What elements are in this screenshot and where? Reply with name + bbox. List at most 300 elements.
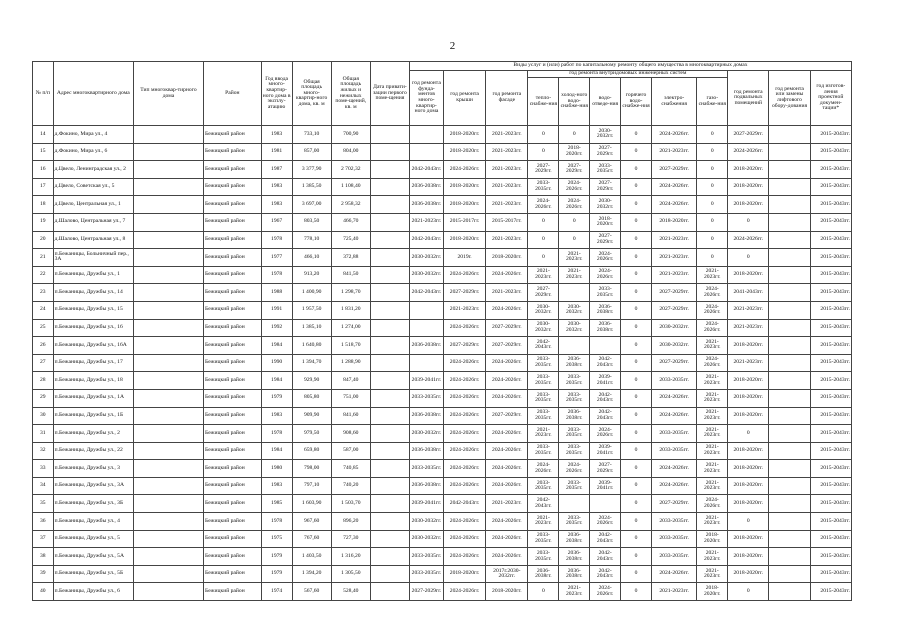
row-area-total: 1 385,50 bbox=[292, 178, 331, 196]
table-row bbox=[33, 126, 852, 144]
row-basement: 2018-2020гг. bbox=[728, 565, 769, 583]
row-year: 1979 bbox=[261, 565, 292, 583]
row-area-living: 372,88 bbox=[331, 249, 370, 267]
row-gas: 2018-2020гг. bbox=[697, 583, 728, 601]
row-area-living: 1 518,70 bbox=[331, 337, 370, 355]
row-year: 1981 bbox=[261, 143, 292, 161]
row-cold-water: 0 bbox=[559, 126, 590, 144]
row-hot-water: 0 bbox=[621, 249, 652, 267]
row-lift bbox=[769, 495, 810, 513]
row-area-living: 841,60 bbox=[331, 407, 370, 425]
row-roof: 2018-2020гг. bbox=[443, 565, 485, 583]
row-lift bbox=[769, 284, 810, 302]
row-privatization bbox=[370, 301, 409, 319]
row-area-living: 1 298,70 bbox=[331, 284, 370, 302]
row-heat: 0 bbox=[528, 231, 559, 249]
row-project: 2015-2043гг. bbox=[810, 565, 851, 583]
row-privatization bbox=[370, 565, 409, 583]
row-sewer bbox=[590, 337, 621, 355]
row-type bbox=[133, 126, 203, 144]
row-district: Бежицкий район bbox=[203, 513, 261, 531]
table-row bbox=[33, 425, 852, 443]
row-electricity: 2033-2035гг. bbox=[652, 442, 697, 460]
row-sewer: 2042-2043гг. bbox=[590, 565, 621, 583]
row-area-total: 967,60 bbox=[292, 513, 331, 531]
row-number: 33 bbox=[33, 460, 54, 478]
row-district: Бежицкий район bbox=[203, 548, 261, 566]
row-district: Бежицкий район bbox=[203, 319, 261, 337]
row-year: 1979 bbox=[261, 389, 292, 407]
row-year: 1988 bbox=[261, 284, 292, 302]
row-lift bbox=[769, 196, 810, 214]
row-hot-water: 0 bbox=[621, 565, 652, 583]
row-project: 2015-2043гг. bbox=[810, 442, 851, 460]
row-cold-water: 2036-2038гг. bbox=[559, 548, 590, 566]
row-address: п.Бежаницы, Дружбы ул., 2 bbox=[53, 425, 133, 443]
row-type bbox=[133, 284, 203, 302]
row-foundation: 2039-2041гг. bbox=[409, 372, 443, 390]
row-district: Бежицкий район bbox=[203, 231, 261, 249]
row-area-living: 1 274,00 bbox=[331, 319, 370, 337]
table-row bbox=[33, 372, 852, 390]
row-district: Бежицкий район bbox=[203, 460, 261, 478]
row-hot-water: 0 bbox=[621, 178, 652, 196]
row-hot-water: 0 bbox=[621, 266, 652, 284]
row-year: 1984 bbox=[261, 337, 292, 355]
row-sewer: 2027-2029гг. bbox=[590, 460, 621, 478]
row-address: п.Бежаницы, Дружбы ул., 1 bbox=[53, 266, 133, 284]
row-facade: 2024-2026гг. bbox=[486, 442, 528, 460]
row-district: Бежицкий район bbox=[203, 337, 261, 355]
row-roof: 2024-2026гг. bbox=[443, 266, 485, 284]
row-address: д.Цвело, Ленинградская ул., 2 bbox=[53, 161, 133, 179]
row-area-total: 1 400,90 bbox=[292, 284, 331, 302]
row-gas: 2021-2023гг. bbox=[697, 565, 728, 583]
row-area-living: 725,40 bbox=[331, 231, 370, 249]
row-type bbox=[133, 301, 203, 319]
row-roof: 2019г. bbox=[443, 249, 485, 267]
row-area-living: 700,90 bbox=[331, 126, 370, 144]
row-area-total: 3 697,00 bbox=[292, 196, 331, 214]
row-cold-water: 2036-2038гг. bbox=[559, 354, 590, 372]
row-address: п.Бежаницы, Дружбы ул., 4 bbox=[53, 513, 133, 531]
row-district: Бежицкий район bbox=[203, 143, 261, 161]
row-year: 1983 bbox=[261, 196, 292, 214]
row-basement: 2021-2023гг. bbox=[728, 301, 769, 319]
row-gas: 0 bbox=[697, 126, 728, 144]
row-project: 2015-2043гг. bbox=[810, 231, 851, 249]
row-type bbox=[133, 513, 203, 531]
row-heat: 2036-2038гг. bbox=[528, 565, 559, 583]
row-roof: 2024-2026гг. bbox=[443, 583, 485, 601]
row-address: п.Бежаницы, Дружбы ул., 16А bbox=[53, 337, 133, 355]
row-lift bbox=[769, 407, 810, 425]
row-type bbox=[133, 266, 203, 284]
table-row bbox=[33, 530, 852, 548]
row-roof: 2024-2026гг. bbox=[443, 530, 485, 548]
row-type bbox=[133, 495, 203, 513]
row-foundation: 2021-2023гг. bbox=[409, 213, 443, 231]
row-project: 2015-2043гг. bbox=[810, 407, 851, 425]
row-privatization bbox=[370, 583, 409, 601]
row-project: 2015-2043гг. bbox=[810, 425, 851, 443]
capital-repair-table bbox=[32, 61, 852, 601]
row-privatization bbox=[370, 178, 409, 196]
row-lift bbox=[769, 425, 810, 443]
row-gas: 2021-2023гг. bbox=[697, 442, 728, 460]
row-type bbox=[133, 178, 203, 196]
row-area-living: 528,40 bbox=[331, 583, 370, 601]
row-sewer: 2042-2043гг. bbox=[590, 548, 621, 566]
row-gas: 2021-2023гг. bbox=[697, 407, 728, 425]
row-sewer: 2042-2043гг. bbox=[590, 354, 621, 372]
row-basement: 2018-2020гг. bbox=[728, 372, 769, 390]
row-facade: 2021-2023гг. bbox=[486, 178, 528, 196]
row-project: 2015-2043гг. bbox=[810, 319, 851, 337]
row-type bbox=[133, 319, 203, 337]
row-lift bbox=[769, 530, 810, 548]
row-lift bbox=[769, 565, 810, 583]
row-project: 2015-2043гг. bbox=[810, 301, 851, 319]
row-district: Бежицкий район bbox=[203, 161, 261, 179]
row-electricity: 2021-2023гг. bbox=[652, 143, 697, 161]
row-cold-water: 2036-2038гг. bbox=[559, 565, 590, 583]
table-row bbox=[33, 213, 852, 231]
row-address: п.Бежаницы, Дружбы ул., 1Б bbox=[53, 407, 133, 425]
row-area-total: 3 377,90 bbox=[292, 161, 331, 179]
row-area-living: 1 831,20 bbox=[331, 301, 370, 319]
row-gas: 0 bbox=[697, 161, 728, 179]
row-foundation bbox=[409, 143, 443, 161]
table-row bbox=[33, 495, 852, 513]
row-type bbox=[133, 143, 203, 161]
row-year: 1978 bbox=[261, 425, 292, 443]
row-number: 26 bbox=[33, 337, 54, 355]
row-gas: 2021-2023гг. bbox=[697, 477, 728, 495]
row-cold-water: 2036-2038гг. bbox=[559, 407, 590, 425]
row-sewer: 2024-2026гг. bbox=[590, 425, 621, 443]
row-heat: 2033-2035гг. bbox=[528, 389, 559, 407]
row-area-total: 857,00 bbox=[292, 143, 331, 161]
row-foundation bbox=[409, 126, 443, 144]
row-number: 22 bbox=[33, 266, 54, 284]
row-lift bbox=[769, 249, 810, 267]
row-sewer: 2024-2026гг. bbox=[590, 513, 621, 531]
row-cold-water: 2033-2035гг. bbox=[559, 513, 590, 531]
row-district: Бежицкий район bbox=[203, 284, 261, 302]
header-project: год изготов-ления проектной докумен-тации* bbox=[810, 71, 851, 126]
row-lift bbox=[769, 442, 810, 460]
row-electricity: 2027-2029гг. bbox=[652, 301, 697, 319]
row-privatization bbox=[370, 337, 409, 355]
row-sewer: 2039-2041гг. bbox=[590, 477, 621, 495]
row-hot-water: 0 bbox=[621, 372, 652, 390]
row-type bbox=[133, 249, 203, 267]
row-basement: 0 bbox=[728, 249, 769, 267]
row-address: п.Бежаницы, Дружбы ул., 5Б bbox=[53, 565, 133, 583]
table-row bbox=[33, 477, 852, 495]
row-lift bbox=[769, 354, 810, 372]
row-facade: 2024-2026гг. bbox=[486, 460, 528, 478]
row-gas: 2021-2023гг. bbox=[697, 389, 728, 407]
row-cold-water bbox=[559, 495, 590, 513]
row-heat: 2030-2032гг. bbox=[528, 319, 559, 337]
header-area-living: Общая площадь жилых и нежилых поме-щений, кв. м bbox=[331, 62, 370, 126]
row-project: 2015-2043гг. bbox=[810, 530, 851, 548]
row-roof: 2024-2026гг. bbox=[443, 460, 485, 478]
table-row bbox=[33, 337, 852, 355]
row-area-living: 2 702,32 bbox=[331, 161, 370, 179]
row-cold-water: 2030-2032гг. bbox=[559, 301, 590, 319]
row-area-living: 841,50 bbox=[331, 266, 370, 284]
row-heat: 0 bbox=[528, 143, 559, 161]
row-type bbox=[133, 425, 203, 443]
row-privatization bbox=[370, 425, 409, 443]
row-address: п.Бежаницы, Дружбы ул., 3Б bbox=[53, 495, 133, 513]
row-cold-water: 2021-2023гг. bbox=[559, 583, 590, 601]
table-header bbox=[33, 62, 852, 126]
row-lift bbox=[769, 161, 810, 179]
row-cold-water: 2021-2023гг. bbox=[559, 266, 590, 284]
row-district: Бежицкий район bbox=[203, 354, 261, 372]
row-cold-water: 2033-2035гг. bbox=[559, 389, 590, 407]
row-area-total: 1 394,20 bbox=[292, 565, 331, 583]
row-area-living: 740,20 bbox=[331, 477, 370, 495]
row-electricity: 2027-2029гг. bbox=[652, 354, 697, 372]
row-number: 38 bbox=[33, 548, 54, 566]
row-heat: 2024-2026гг. bbox=[528, 196, 559, 214]
row-area-total: 979,50 bbox=[292, 425, 331, 443]
row-facade: 2024-2026гг. bbox=[486, 301, 528, 319]
row-facade: 2024-2026гг. bbox=[486, 372, 528, 390]
row-number: 30 bbox=[33, 407, 54, 425]
table-row bbox=[33, 284, 852, 302]
row-foundation: 2036-2038гг. bbox=[409, 178, 443, 196]
row-privatization bbox=[370, 126, 409, 144]
row-number: 20 bbox=[33, 231, 54, 249]
header-district: Район bbox=[203, 62, 261, 126]
row-area-living: 740,85 bbox=[331, 460, 370, 478]
row-area-living: 847,40 bbox=[331, 372, 370, 390]
row-privatization bbox=[370, 477, 409, 495]
row-sewer: 2039-2041гг. bbox=[590, 372, 621, 390]
row-lift bbox=[769, 548, 810, 566]
row-lift bbox=[769, 178, 810, 196]
row-roof: 2027-2029гг. bbox=[443, 284, 485, 302]
row-electricity: 2024-2026гг. bbox=[652, 477, 697, 495]
row-gas: 0 bbox=[697, 249, 728, 267]
row-district: Бежицкий район bbox=[203, 126, 261, 144]
row-basement: 2024-2026гг. bbox=[728, 143, 769, 161]
row-roof: 2021-2023гг. bbox=[443, 301, 485, 319]
row-facade: 2024-2026гг. bbox=[486, 477, 528, 495]
header-foundation: год ремонта фунда-ментов много-квартир-ного дома bbox=[409, 71, 443, 126]
row-basement: 2018-2020гг. bbox=[728, 337, 769, 355]
row-facade: 2015-2017гг. bbox=[486, 213, 528, 231]
row-number: 27 bbox=[33, 354, 54, 372]
row-hot-water: 0 bbox=[621, 143, 652, 161]
row-heat: 2021-2023гг. bbox=[528, 425, 559, 443]
row-privatization bbox=[370, 513, 409, 531]
row-area-total: 798,00 bbox=[292, 460, 331, 478]
row-sewer: 2042-2043гг. bbox=[590, 530, 621, 548]
row-address: п.Бежаницы, Дружбы ул., 22 bbox=[53, 442, 133, 460]
row-address: д.Фокино, Мира ул., 4 bbox=[53, 126, 133, 144]
row-hot-water: 0 bbox=[621, 407, 652, 425]
row-area-total: 909,90 bbox=[292, 407, 331, 425]
row-district: Бежицкий район bbox=[203, 407, 261, 425]
row-area-living: 727,30 bbox=[331, 530, 370, 548]
row-number: 16 bbox=[33, 161, 54, 179]
row-type bbox=[133, 565, 203, 583]
row-address: д.Фокино, Мира ул., 6 bbox=[53, 143, 133, 161]
row-address: п.Бежаницы, Дружбы ул., 3 bbox=[53, 460, 133, 478]
row-area-total: 929,90 bbox=[292, 372, 331, 390]
row-address: п.Бежаницы, Дружбы ул., 5 bbox=[53, 530, 133, 548]
row-address: п.Бежаницы, Дружбы ул., 15 bbox=[53, 301, 133, 319]
row-cold-water: 2030-2032гг. bbox=[559, 319, 590, 337]
row-sewer: 2030-2032гг. bbox=[590, 126, 621, 144]
row-foundation: 2030-2032гг. bbox=[409, 266, 443, 284]
row-heat: 2033-2035гг. bbox=[528, 548, 559, 566]
row-foundation: 2042-2043гг. bbox=[409, 161, 443, 179]
row-address: д.Цвело, Центральная ул., 1 bbox=[53, 196, 133, 214]
row-lift bbox=[769, 477, 810, 495]
row-heat: 2021-2023гг. bbox=[528, 266, 559, 284]
row-hot-water: 0 bbox=[621, 354, 652, 372]
row-cold-water bbox=[559, 337, 590, 355]
row-privatization bbox=[370, 548, 409, 566]
row-address: п.Бежаницы, Дружбы ул., 6 bbox=[53, 583, 133, 601]
row-roof: 2027-2029гг. bbox=[443, 337, 485, 355]
row-gas: 2021-2023гг. bbox=[697, 548, 728, 566]
row-facade: 2024-2026гг. bbox=[486, 548, 528, 566]
row-roof: 2024-2026гг. bbox=[443, 372, 485, 390]
row-foundation: 2042-2043гг. bbox=[409, 284, 443, 302]
row-gas: 2024-2026гг. bbox=[697, 354, 728, 372]
row-area-living: 804,00 bbox=[331, 143, 370, 161]
row-number: 14 bbox=[33, 126, 54, 144]
row-electricity: 2024-2026гг. bbox=[652, 407, 697, 425]
table-row bbox=[33, 196, 852, 214]
row-foundation: 2042-2043гг. bbox=[409, 231, 443, 249]
header-address: Адрес многоквартирного дома bbox=[53, 62, 133, 126]
row-electricity: 2021-2023гг. bbox=[652, 249, 697, 267]
row-gas: 0 bbox=[697, 143, 728, 161]
row-address: п.Бежаницы, Дружбы ул., 17 bbox=[53, 354, 133, 372]
row-area-total: 778,10 bbox=[292, 231, 331, 249]
row-sewer: 2024-2026гг. bbox=[590, 266, 621, 284]
row-year: 1980 bbox=[261, 460, 292, 478]
row-type bbox=[133, 530, 203, 548]
row-area-total: 805,80 bbox=[292, 389, 331, 407]
row-gas: 2021-2023гг. bbox=[697, 372, 728, 390]
row-roof: 2024-2026гг. bbox=[443, 354, 485, 372]
row-year: 1978 bbox=[261, 231, 292, 249]
row-roof: 2024-2026гг. bbox=[443, 513, 485, 531]
row-roof: 2024-2026гг. bbox=[443, 477, 485, 495]
row-project: 2015-2043гг. bbox=[810, 196, 851, 214]
row-basement: 0 bbox=[728, 583, 769, 601]
row-lift bbox=[769, 266, 810, 284]
row-facade: 2027-2029гг. bbox=[486, 407, 528, 425]
table-row bbox=[33, 178, 852, 196]
row-address: п.Бежаницы, Дружбы ул., 5А bbox=[53, 548, 133, 566]
row-project: 2015-2043гг. bbox=[810, 477, 851, 495]
header-group-title: Виды услуг и (или) работ по капитальному ремонту общего имущества в многоквартирных домах bbox=[409, 62, 851, 71]
row-project: 2015-2043гг. bbox=[810, 389, 851, 407]
row-gas: 2021-2023гг. bbox=[697, 337, 728, 355]
row-district: Бежицкий район bbox=[203, 442, 261, 460]
row-area-total: 1 957,50 bbox=[292, 301, 331, 319]
row-area-living: 1 288,90 bbox=[331, 354, 370, 372]
row-hot-water: 0 bbox=[621, 442, 652, 460]
row-facade: 2018-2020гг. bbox=[486, 583, 528, 601]
row-heat: 2033-2035гг. bbox=[528, 372, 559, 390]
row-sewer: 2033-2035гг. bbox=[590, 284, 621, 302]
row-area-total: 567,60 bbox=[292, 583, 331, 601]
row-basement: 0 bbox=[728, 425, 769, 443]
row-project: 2015-2043гг. bbox=[810, 213, 851, 231]
row-basement: 2027-2029гг. bbox=[728, 126, 769, 144]
row-cold-water: 0 bbox=[559, 213, 590, 231]
row-heat: 2027-2029гг. bbox=[528, 284, 559, 302]
row-hot-water: 0 bbox=[621, 213, 652, 231]
row-basement: 2018-2020гг. bbox=[728, 178, 769, 196]
row-privatization bbox=[370, 231, 409, 249]
row-lift bbox=[769, 513, 810, 531]
row-electricity: 2033-2035гг. bbox=[652, 530, 697, 548]
row-number: 25 bbox=[33, 319, 54, 337]
row-electricity: 2033-2035гг. bbox=[652, 372, 697, 390]
row-privatization bbox=[370, 372, 409, 390]
row-hot-water: 0 bbox=[621, 126, 652, 144]
row-facade: 2021-2023гг. bbox=[486, 231, 528, 249]
row-address: п.Бежаницы, Дружбы ул., 18 bbox=[53, 372, 133, 390]
row-privatization bbox=[370, 495, 409, 513]
row-lift bbox=[769, 372, 810, 390]
row-year: 1990 bbox=[261, 354, 292, 372]
row-area-total: 803,50 bbox=[292, 213, 331, 231]
row-project: 2015-2043гг. bbox=[810, 337, 851, 355]
row-year: 1967 bbox=[261, 213, 292, 231]
row-heat: 2033-2035гг. bbox=[528, 178, 559, 196]
row-gas: 0 bbox=[697, 178, 728, 196]
row-year: 1987 bbox=[261, 161, 292, 179]
header-systems: год ремонта внутридомовых инженерных систем bbox=[528, 71, 728, 78]
row-lift bbox=[769, 213, 810, 231]
row-year: 1977 bbox=[261, 249, 292, 267]
row-basement: 2024-2026гг. bbox=[728, 231, 769, 249]
row-area-living: 466,70 bbox=[331, 213, 370, 231]
row-district: Бежицкий район bbox=[203, 530, 261, 548]
row-number: 28 bbox=[33, 372, 54, 390]
row-heat: 2033-2035гг. bbox=[528, 407, 559, 425]
row-number: 35 bbox=[33, 495, 54, 513]
table-row bbox=[33, 565, 852, 583]
header-privatization: Дата привати-зации первого поме-щения bbox=[370, 62, 409, 126]
row-lift bbox=[769, 460, 810, 478]
row-number: 40 bbox=[33, 583, 54, 601]
row-project: 2015-2043гг. bbox=[810, 161, 851, 179]
table-row bbox=[33, 513, 852, 531]
row-facade: 2021-2023гг. bbox=[486, 284, 528, 302]
row-cold-water: 2033-2035гг. bbox=[559, 372, 590, 390]
row-foundation: 2033-2035гг. bbox=[409, 460, 443, 478]
row-number: 36 bbox=[33, 513, 54, 531]
page-number: 2 bbox=[449, 40, 456, 52]
row-year: 1979 bbox=[261, 548, 292, 566]
